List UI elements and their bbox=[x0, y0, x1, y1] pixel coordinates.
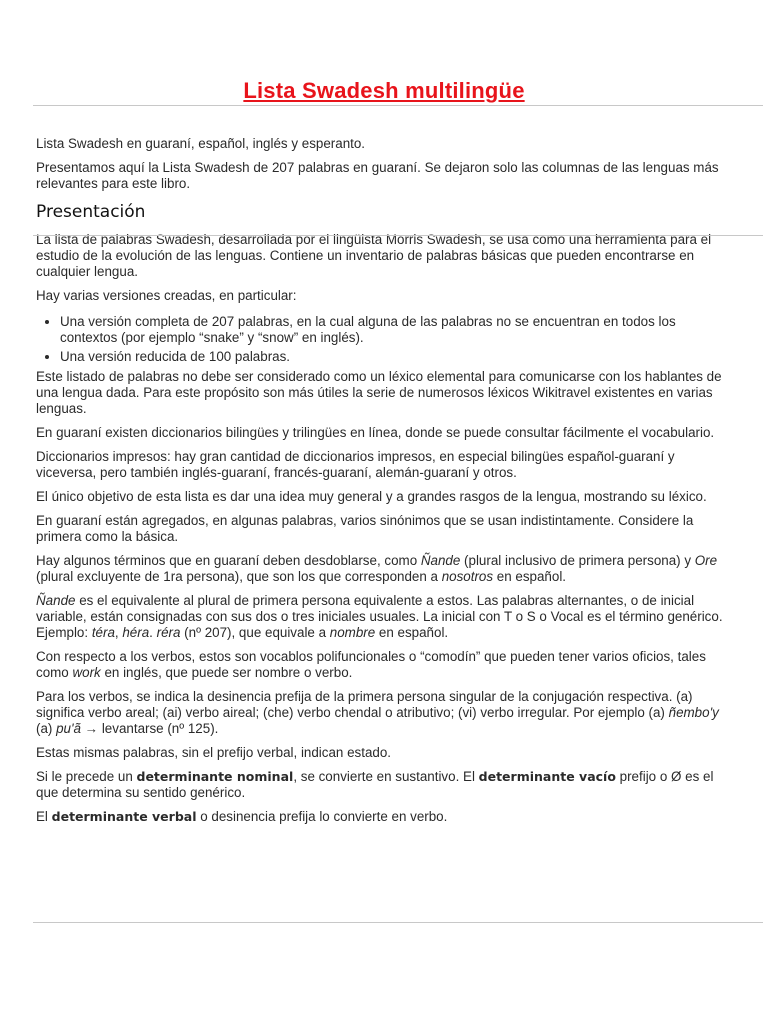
desinencia-paragraph: Para los verbos, se indica la desinencia prefija de la primera persona singular de la conjugación respectiva. (a) significa verbo areal; (ai) verbo aireal; (che) verbo chendal o atributivo; (vi) verbo irregular. Por ejemplo (a) ñembo'y (a) pu'ã → levantarse (nº 125). bbox=[36, 689, 719, 736]
document-body bbox=[36, 136, 732, 833]
section-divider bbox=[33, 235, 763, 236]
intro-paragraph: Lista Swadesh en guaraní, español, inglés y esperanto. bbox=[36, 136, 366, 151]
list-item: • Una versión completa de 207 palabras, en la cual alguna de las palabras no se encuentran en todos los contextos (por ejemplo “snake” y “snow” en inglés). bbox=[60, 314, 732, 346]
list-item: • Una versión reducida de 100 palabras. bbox=[60, 349, 732, 365]
nominal-paragraph: Si le precede un determinante nominal, se convierte en sustantivo. El determinante vacío prefijo o Ø es el que determina su sentido genérico. bbox=[36, 769, 714, 800]
intro-paragraph: Presentamos aquí la Lista Swadesh de 207 palabras en guaraní. Se dejaron solo las columnas de las lenguas más relevantes para este libro. bbox=[36, 160, 719, 191]
body-paragraph: El único objetivo de esta lista es dar una idea muy general y a grandes rasgos de la lengua, mostrando su léxico. bbox=[36, 489, 707, 504]
bottom-divider bbox=[33, 922, 763, 923]
section-heading: Presentación bbox=[36, 202, 146, 222]
equivalence-paragraph: Ñande es el equivalente al plural de primera persona equivalente a estos. Las palabras alternantes, o de inicial variable, están consignadas con sus dos o tres iniciales usuales. La inicial con T o S o Vocal es el término genérico. Ejemplo: téra, héra. réra (nº 207), que equivale a nombre en español. bbox=[36, 593, 723, 640]
versions-list bbox=[36, 314, 732, 365]
body-paragraph: La lista de palabras Swadesh, desarrollada por el lingüista Morris Swadesh, se usa como una herramienta para el estudio de la evolución de las lenguas. Contiene un inventario de palabras básicas que pueden encontrarse en cualquier lengua. bbox=[36, 232, 712, 279]
body-paragraph: Este listado de palabras no debe ser considerado como un léxico elemental para comunicarse con los hablantes de una lengua dada. Para este propósito son más útiles la serie de numerosos léxicos Wikitravel existentes en varias lenguas. bbox=[36, 369, 722, 416]
verbal-paragraph: El determinante verbal o desinencia prefija lo convierte en verbo. bbox=[36, 809, 448, 824]
nande-paragraph: Hay algunos términos que en guaraní deben desdoblarse, como Ñande (plural inclusivo de primera persona) y Ore (plural excluyente de 1ra persona), que son los que corresponden a nosotros en español. bbox=[36, 553, 718, 584]
body-paragraph: Diccionarios impresos: hay gran cantidad de diccionarios impresos, en especial bilingües español-guaraní y viceversa, pero también inglés-guaraní, francés-guaraní, alemán-guaraní y otros. bbox=[36, 449, 675, 480]
body-paragraph: En guaraní existen diccionarios bilingües y trilingües en línea, donde se puede consultar fácilmente el vocabulario. bbox=[36, 425, 715, 440]
page-title: Lista Swadesh multilingüe bbox=[243, 78, 525, 103]
verbs-paragraph: Con respecto a los verbos, estos son vocablos polifuncionales o “comodín” que pueden tener varios oficios, tales como work en inglés, que puede ser nombre o verbo. bbox=[36, 649, 706, 680]
estado-paragraph: Estas mismas palabras, sin el prefijo verbal, indican estado. bbox=[36, 745, 392, 760]
title-divider bbox=[33, 105, 763, 106]
body-paragraph: Hay varias versiones creadas, en particular: bbox=[36, 288, 297, 303]
body-paragraph: En guaraní están agregados, en algunas palabras, varios sinónimos que se usan indistintamente. Considere la primera como la básica. bbox=[36, 513, 694, 544]
